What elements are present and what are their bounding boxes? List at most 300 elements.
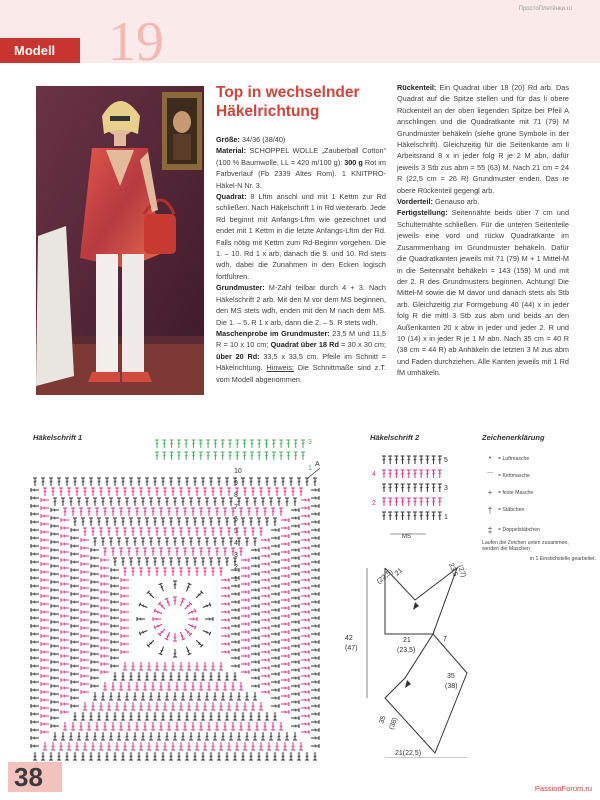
stitch-symbol (257, 752, 261, 760)
stitch-symbol (311, 608, 319, 612)
stitch-symbol (311, 512, 319, 516)
stitch-symbol (137, 478, 141, 486)
stitch-symbol (81, 554, 89, 558)
stitch-symbol (154, 609, 163, 616)
stitch-symbol (261, 682, 269, 686)
stitch-symbol (51, 540, 59, 544)
stitch-symbol (419, 512, 423, 520)
stitch-symbol (113, 478, 117, 486)
stitch-symbol (301, 714, 309, 718)
stitch-symbol (81, 578, 89, 582)
legend-note-left: Laufen die Zeichen unten zusammen, werden die Maschen (482, 540, 569, 552)
svg-text:(27): (27) (456, 564, 467, 579)
stitch-symbol (173, 732, 177, 740)
stitch-symbol (162, 440, 166, 448)
stitch-symbol (407, 512, 411, 520)
arrow-marker (405, 680, 411, 688)
stitch-symbol (41, 554, 49, 558)
stitch-symbol (279, 452, 283, 460)
stitch-symbol (103, 548, 107, 556)
stitch-symbol (394, 484, 398, 492)
stitch-symbol (301, 642, 309, 646)
stitch-symbol (107, 488, 111, 496)
stitch-symbol (103, 722, 107, 730)
stitch-symbol (305, 752, 309, 760)
stitch-symbol (301, 514, 309, 518)
stitch-symbol (231, 608, 239, 612)
stitch-symbol (273, 478, 277, 486)
stitch-symbol (101, 638, 109, 642)
stitch-symbol (121, 610, 129, 614)
stitch-symbol (301, 570, 309, 574)
stitch-symbol (41, 730, 49, 734)
stitch-symbol (81, 658, 89, 662)
stitch-symbol (175, 722, 179, 730)
stitch-symbol (153, 712, 157, 720)
stitch-symbol (235, 702, 239, 710)
stitch-symbol (223, 508, 227, 516)
stitch-symbol (251, 676, 259, 680)
stitch-symbol (107, 742, 111, 750)
stitch-symbol (51, 580, 59, 584)
stitch-symbol (199, 722, 203, 730)
stitch-symbol (155, 662, 159, 670)
stitch-symbol (281, 478, 285, 486)
stitch-symbol (249, 518, 253, 526)
stitch-symbol (177, 518, 181, 526)
stitch-symbol (301, 674, 309, 678)
stitch-symbol (107, 702, 111, 710)
stitch-symbol (31, 744, 39, 748)
stitch-symbol (111, 592, 119, 596)
stitch-symbol (394, 470, 398, 478)
stitch-symbol (155, 568, 159, 576)
stitch-symbol (265, 518, 269, 526)
stitch-symbol (121, 618, 129, 622)
stitch-symbol (221, 594, 229, 598)
footer-site-link[interactable]: PassionForum.ru (534, 784, 592, 793)
stitch-symbol (311, 656, 319, 660)
paragraph-finishing: Fertigstellung: Seitennähte beids über 7 cm und Schulternähte schließen. Für die unteren Seitenteile jeweils eine vord und rückw Quadratkante im Zusammenhang im Grundmuster behäkeln. Dafür die Quadratkanten jeweils mit 71 (79) M + 1 Mittel-M in die Seitennaht behäkeln = 143 (159) M und mit der 2. R des Grundmusters beginnen. Achtung! Die Mittel-M sowie die M davor und danach stets als Stb arb. Gleichzeitig zur Formgebung 40 (44) x in jeder folg R die mittl 3 Stb zus abm und beids an den Außenkanten 20 x abw in jeder und jeder 2. R und 10 (14) x in jeder R je 1 M abn. Nach 35 cm = 40 R (38 cm = 44 R) ab Anhäkeln die letzten 3 M zus abm und Faden durchziehen. Alle Kanten jeweils mit 1 Rd fM umhäkeln. (397, 208, 569, 378)
stitch-symbol (311, 712, 319, 716)
stitch-symbol (286, 440, 290, 448)
stitch-symbol (113, 558, 117, 566)
stitch-symbol (137, 672, 141, 680)
stitch-symbol (251, 604, 259, 608)
stitch-symbol (243, 702, 247, 710)
stitch-symbol (231, 624, 239, 628)
stitch-symbol (157, 692, 161, 700)
stitch-symbol (419, 470, 423, 478)
stitch-symbol (169, 752, 173, 760)
stitch-symbol (41, 498, 49, 502)
stitch-symbol (145, 558, 149, 566)
stitch-symbol (271, 680, 279, 684)
stitch-symbol (41, 722, 49, 726)
stitch-symbol (93, 498, 97, 506)
stitch-symbol (291, 708, 299, 712)
stitch-symbol (231, 584, 239, 588)
stitch-symbol (73, 712, 77, 720)
stitch-symbol (301, 594, 309, 598)
stitch-symbol (227, 488, 231, 496)
stitch-symbol (231, 722, 235, 730)
stitch-symbol (71, 592, 79, 596)
stitch-symbol (277, 498, 281, 506)
stitch-symbol (67, 488, 71, 496)
stitch-symbol (101, 614, 109, 618)
stitch-symbol (221, 452, 225, 460)
stitch-symbol (81, 586, 89, 590)
stitch-symbol (199, 548, 203, 556)
stitch-symbol (51, 596, 59, 600)
stitch-symbol (281, 752, 285, 760)
stitch-symbol (179, 568, 183, 576)
stitch-symbol (151, 722, 155, 730)
stitch-symbol (71, 508, 75, 516)
stitch-symbol (133, 732, 137, 740)
stitch-symbol (221, 578, 229, 582)
stitch-symbol (177, 478, 181, 486)
stitch-symbol (291, 700, 299, 704)
stitch-symbol (131, 488, 135, 496)
stitch-symbol (109, 498, 113, 506)
stitch-symbol (233, 752, 237, 760)
stitch-symbol (51, 532, 59, 536)
stitch-symbol (81, 610, 89, 614)
stitch-symbol (251, 644, 259, 648)
stitch-symbol (201, 518, 205, 526)
stitch-symbol (145, 518, 149, 526)
stitch-symbol (145, 712, 149, 720)
stitch-symbol (217, 752, 221, 760)
stitch-symbol (253, 732, 257, 740)
stitch-symbol (177, 452, 181, 460)
stitch-symbol (179, 631, 186, 640)
stitch-symbol (51, 508, 59, 512)
stitch-symbol (311, 728, 319, 732)
stitch-symbol (291, 652, 299, 656)
stitch-symbol (401, 484, 405, 492)
stitch-symbol (71, 704, 79, 708)
stitch-symbol (81, 602, 89, 606)
stitch-symbol (81, 666, 89, 670)
stitch-symbol (281, 686, 289, 690)
stitch-symbol (71, 600, 79, 604)
stitch-symbol (239, 548, 243, 556)
stitch-symbol (183, 508, 187, 516)
stitch-symbol (127, 682, 131, 690)
stitch-symbol (221, 634, 229, 638)
stitch-symbol (151, 682, 155, 690)
stitch-symbol (281, 566, 289, 570)
stitch-symbol (41, 674, 49, 678)
stitch-symbol (31, 696, 39, 700)
stitch-symbol (205, 692, 209, 700)
stitch-symbol (394, 456, 398, 464)
stitch-symbol (71, 568, 79, 572)
stitch-symbol (61, 518, 69, 522)
stitch-symbol (57, 478, 61, 486)
stitch-symbol (125, 692, 129, 700)
stitch-symbol (81, 478, 85, 486)
stitch-symbol (97, 712, 101, 720)
stitch-symbol (111, 568, 119, 572)
stitch-symbol (261, 570, 269, 574)
stitch-symbol (281, 646, 289, 650)
stitch-symbol (81, 518, 85, 526)
stitch-symbol (41, 594, 49, 598)
stitch-symbol (301, 666, 309, 670)
stitch-symbol (137, 712, 141, 720)
stitch-symbol (289, 752, 293, 760)
stitch-symbol (250, 440, 254, 448)
stitch-symbol (257, 452, 261, 460)
stitch-symbol (261, 554, 269, 558)
stitch-symbol (197, 498, 201, 506)
stitch-symbol (91, 612, 99, 616)
stitch-symbol (163, 742, 167, 750)
stitch-symbol (259, 528, 263, 536)
stitch-symbol (111, 682, 115, 690)
stitch-symbol (245, 732, 249, 740)
stitch-symbol (305, 478, 309, 486)
stitch-symbol (271, 688, 279, 692)
stitch-symbol (239, 722, 243, 730)
stitch-symbol (189, 498, 193, 506)
stitch-symbol (221, 538, 225, 546)
stitch-symbol (154, 623, 163, 630)
stitch-symbol (31, 616, 39, 620)
stitch-symbol (61, 542, 69, 546)
stitch-symbol (179, 662, 183, 670)
stitch-symbol (231, 664, 239, 668)
stitch-symbol (207, 508, 211, 516)
stitch-symbol (137, 752, 141, 760)
stitch-symbol (251, 588, 259, 592)
stitch-symbol (189, 692, 193, 700)
svg-text:21(22,5): 21(22,5) (395, 750, 422, 757)
stitch-symbol (241, 638, 249, 642)
stitch-symbol (313, 478, 317, 486)
stitch-symbol (299, 488, 303, 496)
stitch-symbol (171, 488, 175, 496)
stitch-symbol (221, 626, 229, 630)
stitch-symbol (271, 696, 279, 700)
stitch-symbol (71, 672, 79, 676)
stitch-symbol (170, 440, 174, 448)
stitch-symbol (261, 498, 265, 506)
stitch-symbol (197, 732, 201, 740)
stitch-symbol (311, 624, 319, 628)
stitch-symbol (61, 630, 69, 634)
chart2-row-label: 4 (372, 471, 376, 478)
stitch-symbol (255, 508, 259, 516)
stitch-symbol (213, 498, 217, 506)
stitch-symbol (121, 578, 129, 582)
stitch-symbol (291, 724, 299, 728)
paragraph-square: Quadrat: 8 Lftm anschl und mit 1 Kettm zur Rd schließen. Nach Häkelschrift 1 in Rd weiterarb. Jede Rd beginnt mit Anfangs-Lftm wie gezeichnet und endet mit 1 Kettm in die letzte Anfangs-Lftm der Rd. Falls nötig mit Kettm zum Rd-Beginn vorgehen. Die 1. – 10. Rd 1 x arb, danach die 9. und 10. Rd stets wdh, dabei die Zunahmen in den Ecken logisch fortführen. (216, 192, 386, 281)
stitch-symbol (51, 488, 55, 496)
stitch-symbol (281, 654, 289, 658)
stitch-symbol (161, 672, 165, 680)
stitch-symbol (115, 702, 119, 710)
stitch-symbol (147, 591, 155, 599)
stitch-symbol (141, 498, 145, 506)
stitch-symbol (231, 640, 239, 644)
stitch-symbol (221, 618, 229, 622)
stitch-symbol (111, 608, 119, 612)
stitch-symbol (251, 528, 255, 536)
stitch-symbol (221, 692, 225, 700)
chart1-arrow-label: A (315, 461, 320, 468)
stitch-symbol (155, 742, 159, 750)
stitch-symbol (127, 508, 131, 516)
stitch-symbol (197, 692, 201, 700)
stitch-symbol (149, 538, 153, 546)
stitch-symbol (209, 558, 213, 566)
stitch-symbol (195, 639, 203, 647)
svg-text:35: 35 (378, 714, 388, 725)
stitch-symbol (313, 752, 317, 760)
stitch-symbol (401, 498, 405, 506)
stitch-symbol (195, 568, 199, 576)
stitch-symbol (61, 638, 69, 642)
stitch-symbol (413, 470, 417, 478)
stitch-symbol (311, 672, 319, 676)
stitch-symbol (191, 682, 195, 690)
stitch-symbol (297, 752, 301, 760)
stitch-symbol (271, 584, 279, 588)
stitch-symbol (251, 488, 255, 496)
stitch-symbol (91, 564, 99, 568)
stitch-symbol (271, 656, 279, 660)
stitch-symbol (185, 712, 189, 720)
stitch-symbol (311, 664, 319, 668)
chart1-row-label: 9 (234, 480, 238, 487)
stitch-symbol (109, 692, 113, 700)
stitch-symbol (89, 478, 93, 486)
stitch-symbol (61, 662, 69, 666)
stitch-symbol (281, 526, 289, 530)
stitch-symbol (294, 452, 298, 460)
stitch-symbol (153, 672, 157, 680)
stitch-symbol (143, 682, 147, 690)
stitch-symbol (199, 682, 203, 690)
stitch-symbol (171, 742, 175, 750)
stitch-symbol (61, 646, 69, 650)
stitch-symbol (221, 732, 225, 740)
stitch-symbol (163, 568, 167, 576)
stitch-symbol (101, 538, 105, 546)
stitch-symbol (213, 732, 217, 740)
stitch-symbol (223, 722, 227, 730)
stitch-symbol (291, 620, 299, 624)
stitch-symbol (31, 504, 39, 508)
stitch-symbol (213, 692, 217, 700)
stitch-symbol (432, 512, 436, 520)
stitch-symbol (41, 602, 49, 606)
paragraph-pattern: Grundmuster: M-Zahl teilbar durch 4 + 3. Nach Häkelschrift 2 arb. Mit den M vor dem MS beginnen, den MS stets wdh, enden mit den M nach dem MS. Die 1. – 5. R 1 x arb, dann die 2. – 5. R stets wdh. (216, 283, 386, 327)
stitch-symbol (61, 732, 65, 740)
stitch-symbol (63, 722, 67, 730)
chart1-row-label: 1 (234, 576, 238, 583)
stitch-symbol (135, 722, 139, 730)
stitch-symbol (261, 674, 269, 678)
stitch-symbol (31, 672, 39, 676)
stitch-symbol (265, 452, 269, 460)
stitch-symbol (311, 528, 319, 532)
stitch-symbol (209, 712, 213, 720)
stitch-symbol (91, 556, 99, 560)
treble-crochet-icon: ‡ (487, 525, 493, 535)
stitch-symbol (211, 702, 215, 710)
stitch-symbol (141, 692, 145, 700)
stitch-symbol (83, 528, 87, 536)
stitch-symbol (251, 612, 259, 616)
stitch-symbol (71, 536, 79, 540)
stitch-symbol (183, 682, 187, 690)
stitch-symbol (115, 488, 119, 496)
stitch-symbol (163, 528, 167, 536)
stitch-symbol (41, 752, 45, 760)
stitch-symbol (272, 452, 276, 460)
stitch-symbol (31, 720, 39, 724)
stitch-symbol (121, 626, 129, 630)
stitch-symbol (121, 518, 125, 526)
stitch-symbol (253, 538, 257, 546)
stitch-symbol (251, 580, 259, 584)
stitch-symbol (173, 692, 177, 700)
stitch-symbol (147, 528, 151, 536)
stitch-symbol (291, 580, 299, 584)
svg-text:42: 42 (345, 635, 353, 642)
svg-text:(22,5): (22,5) (375, 568, 395, 586)
stitch-symbol (41, 642, 49, 646)
stitch-symbol (187, 609, 196, 616)
stitch-symbol (179, 488, 183, 496)
stitch-symbol (61, 566, 69, 570)
stitch-symbol (31, 600, 39, 604)
stitch-symbol (301, 498, 309, 502)
stitch-symbol (41, 650, 49, 654)
stitch-symbol (201, 478, 205, 486)
stitch-symbol (111, 576, 119, 580)
stitch-symbol (155, 488, 159, 496)
stitch-symbol (261, 546, 269, 550)
stitch-symbol (227, 528, 231, 536)
stitch-symbol (123, 742, 127, 750)
stitch-symbol (111, 632, 119, 636)
stitch-symbol (177, 712, 181, 720)
svg-text:21: 21 (393, 567, 405, 578)
stitch-symbol (61, 498, 65, 506)
stitch-symbol (249, 478, 253, 486)
stitch-symbol (241, 752, 245, 760)
stitch-symbol (269, 498, 273, 506)
stitch-symbol (271, 722, 275, 730)
stitch-symbol (281, 606, 289, 610)
stitch-symbol (291, 488, 295, 496)
stitch-symbol (191, 722, 195, 730)
stitch-symbol (175, 682, 179, 690)
stitch-symbol (31, 568, 39, 572)
stitch-symbol (221, 602, 229, 606)
stitch-symbol (139, 629, 148, 636)
stitch-symbol (93, 692, 97, 700)
stitch-symbol (271, 624, 279, 628)
stitch-symbol (225, 518, 229, 526)
